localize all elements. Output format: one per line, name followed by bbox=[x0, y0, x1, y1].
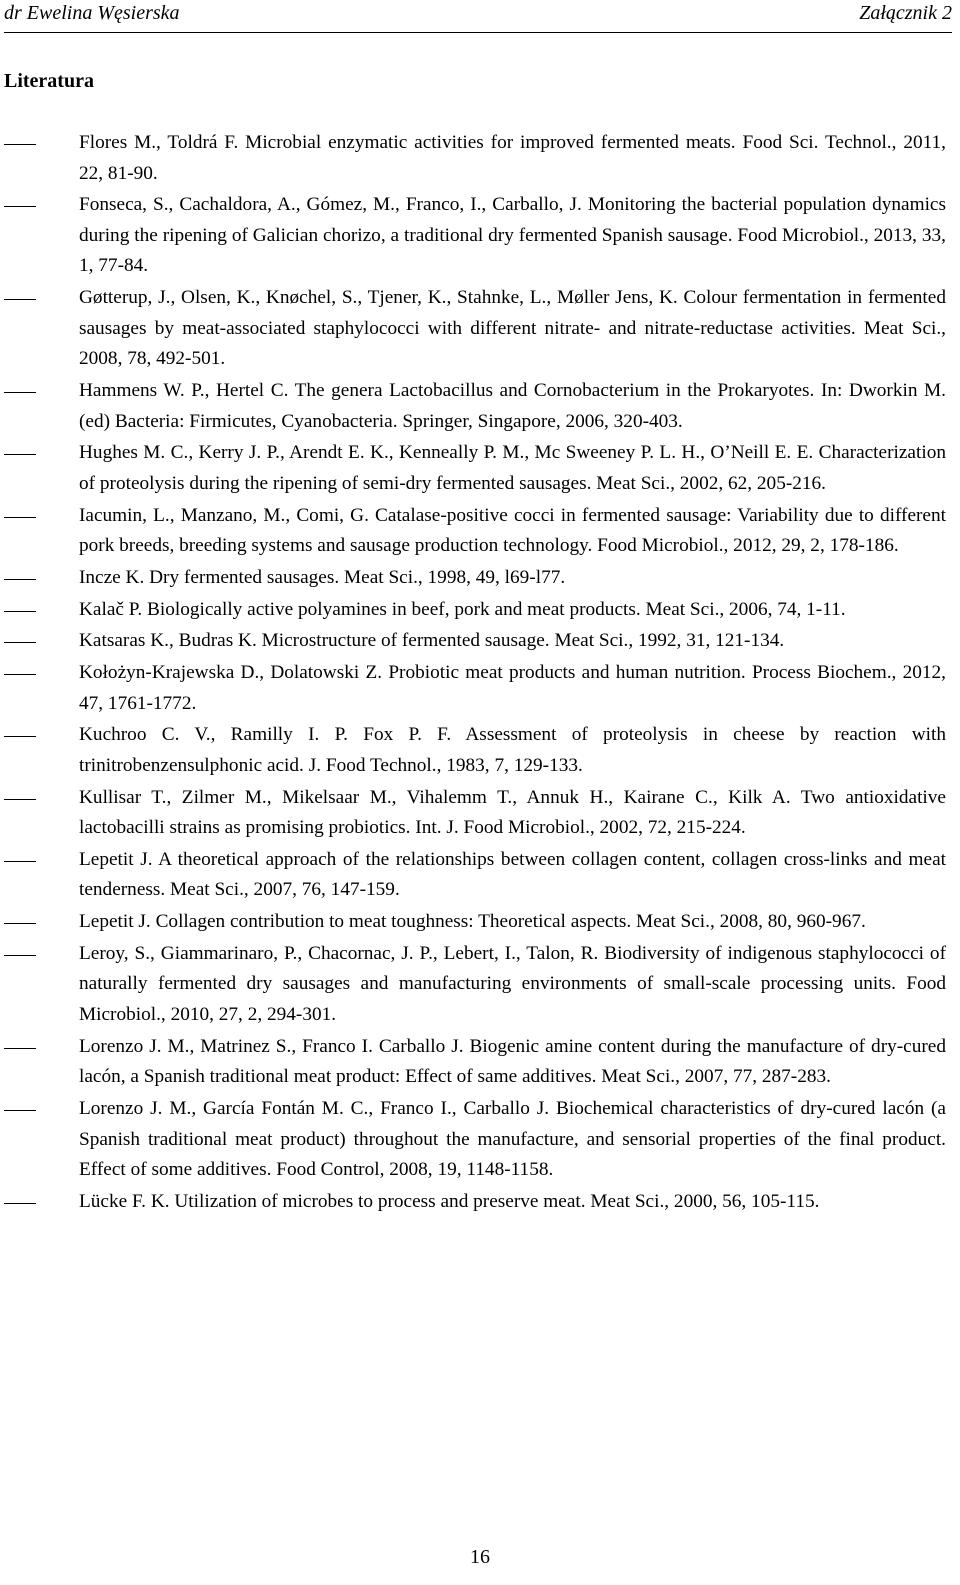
reference-text: Hammens W. P., Hertel C. The genera Lactobacillus and Cornobacterium in the Prokaryotes. In: Dworkin M. (ed) Bacteria: Firmicutes, Cyanobacteria. Springer, Singapore, 2006, 320-403. bbox=[79, 380, 946, 432]
reference-item bbox=[4, 907, 946, 938]
reference-item bbox=[4, 720, 946, 781]
reference-item bbox=[4, 283, 946, 375]
reference-item bbox=[4, 595, 946, 626]
reference-item bbox=[4, 626, 946, 657]
reference-text: Lorenzo J. M., Matrinez S., Franco I. Carballo J. Biogenic amine content during the manufacture of dry-cured lacón, a Spanish traditional meat product: Effect of same additives. Meat Sci., 2007, 77, 287-283. bbox=[79, 1035, 946, 1088]
reference-text: Kullisar T., Zilmer M., Mikelsaar M., Vihalemm T., Annuk H., Kairane C., Kilk A. Two antioxidative lactobacilli strains as promising probiotics. Int. J. Food Microbiol., 2002, 72, 215-224. bbox=[79, 786, 946, 839]
bullet-dash bbox=[4, 501, 36, 532]
reference-item bbox=[4, 658, 946, 719]
page-number: 16 bbox=[470, 1546, 490, 1568]
bullet-dash bbox=[4, 283, 36, 314]
reference-item bbox=[4, 376, 946, 437]
reference-item bbox=[4, 845, 946, 906]
reference-text: Katsaras K., Budras K. Microstructure of fermented sausage. Meat Sci., 1992, 31, 121-134. bbox=[79, 630, 785, 652]
section-title: Literatura bbox=[4, 70, 94, 92]
bullet-dash bbox=[4, 1187, 36, 1218]
bullet-dash bbox=[4, 1032, 36, 1063]
reference-item bbox=[4, 501, 946, 562]
bullet-dash bbox=[4, 1094, 36, 1125]
bullet-dash bbox=[4, 190, 36, 221]
bullet-dash bbox=[4, 783, 36, 814]
reference-text: Lücke F. K. Utilization of microbes to process and preserve meat. Meat Sci., 2000, 56, 105-115. bbox=[79, 1190, 820, 1212]
bullet-dash bbox=[4, 438, 36, 469]
reference-text: Gøtterup, J., Olsen, K., Knøchel, S., Tjener, K., Stahnke, L., Møller Jens, K. Colour fermentation in fermented sausages by meat-associated staphylococci with different nitrate- and nitrate-reductase activities. Meat Sci., 2008, 78, 492-501. bbox=[79, 287, 946, 370]
bullet-dash bbox=[4, 595, 36, 626]
reference-text: Hughes M. C., Kerry J. P., Arendt E. K., Kenneally P. M., Mc Sweeney P. L. H., O’Neill E. E. Characterization of proteolysis during the ripening of semi-dry fermented sausages. Meat Sci., 2002, 62, 205-216. bbox=[79, 442, 946, 494]
bullet-dash bbox=[4, 845, 36, 876]
bullet-dash bbox=[4, 563, 36, 594]
reference-text: Kuchroo C. V., Ramilly I. P. Fox P. F. Assessment of proteolysis in cheese by reaction with trinitrobenzensulphonic acid. J. Food Technol., 1983, 7, 129-133. bbox=[79, 724, 946, 776]
bullet-dash bbox=[4, 939, 36, 970]
reference-item bbox=[4, 1187, 946, 1218]
bullet-dash bbox=[4, 658, 36, 689]
header-attachment: Załącznik 2 bbox=[859, 2, 952, 24]
reference-item bbox=[4, 1094, 946, 1186]
reference-text: Fonseca, S., Cachaldora, A., Gómez, M., Franco, I., Carballo, J. Monitoring the bacterial population dynamics during the ripening of Galician chorizo, a traditional dry fermented Spanish sausage. Food Microbiol., 2013, 33, 1, 77-84. bbox=[79, 194, 946, 277]
reference-item bbox=[4, 1032, 946, 1093]
bullet-dash bbox=[4, 720, 36, 751]
bullet-dash bbox=[4, 128, 36, 159]
bullet-dash bbox=[4, 376, 36, 407]
reference-text: Kalač P. Biologically active polyamines in beef, pork and meat products. Meat Sci., 2006, 74, 1-11. bbox=[79, 598, 846, 620]
bullet-dash bbox=[4, 907, 36, 938]
reference-item bbox=[4, 783, 946, 844]
reference-text: Lorenzo J. M., García Fontán M. C., Franco I., Carballo J. Biochemical characteristics of dry-cured lacón (a Spanish traditional meat product) throughout the manufacture, and sensorial properties of the final product. Effect of some additives. Food Control, 2008, 19, 1148-1158. bbox=[79, 1097, 946, 1181]
reference-item bbox=[4, 128, 946, 189]
reference-text: Incze K. Dry fermented sausages. Meat Sci., 1998, 49, l69-l77. bbox=[79, 566, 566, 588]
reference-text: Iacumin, L., Manzano, M., Comi, G. Catalase-positive cocci in fermented sausage: Variability due to different pork breeds, breeding systems and sausage production technology. Food Microbiol., 2012, 29, 2, 178-186. bbox=[79, 504, 946, 557]
reference-text: Flores M., Toldrá F. Microbial enzymatic activities for improved fermented meats. Food Sci. Technol., 2011, 22, 81-90. bbox=[79, 132, 946, 184]
header-author: dr Ewelina Węsierska bbox=[4, 2, 180, 24]
bullet-dash bbox=[4, 626, 36, 657]
reference-text: Kołożyn-Krajewska D., Dolatowski Z. Probiotic meat products and human nutrition. Process Biochem., 2012, 47, 1761-1772. bbox=[79, 661, 946, 714]
page-header bbox=[4, 0, 952, 33]
reference-text: Leroy, S., Giammarinaro, P., Chacornac, J. P., Lebert, I., Talon, R. Biodiversity of indigenous staphylococci of naturally fermented dry sausages and manufacturing environments of small-scale processing units. Food Microbiol., 2010, 27, 2, 294-301. bbox=[79, 942, 946, 1025]
reference-item bbox=[4, 438, 946, 499]
reference-item bbox=[4, 190, 946, 282]
reference-text: Lepetit J. A theoretical approach of the relationships between collagen content, collagen cross-links and meat tenderness. Meat Sci., 2007, 76, 147-159. bbox=[79, 848, 946, 901]
reference-list bbox=[4, 128, 946, 1218]
reference-item bbox=[4, 563, 946, 594]
reference-item bbox=[4, 939, 946, 1031]
reference-text: Lepetit J. Collagen contribution to meat toughness: Theoretical aspects. Meat Sci., 2008, 80, 960-967. bbox=[79, 911, 866, 933]
